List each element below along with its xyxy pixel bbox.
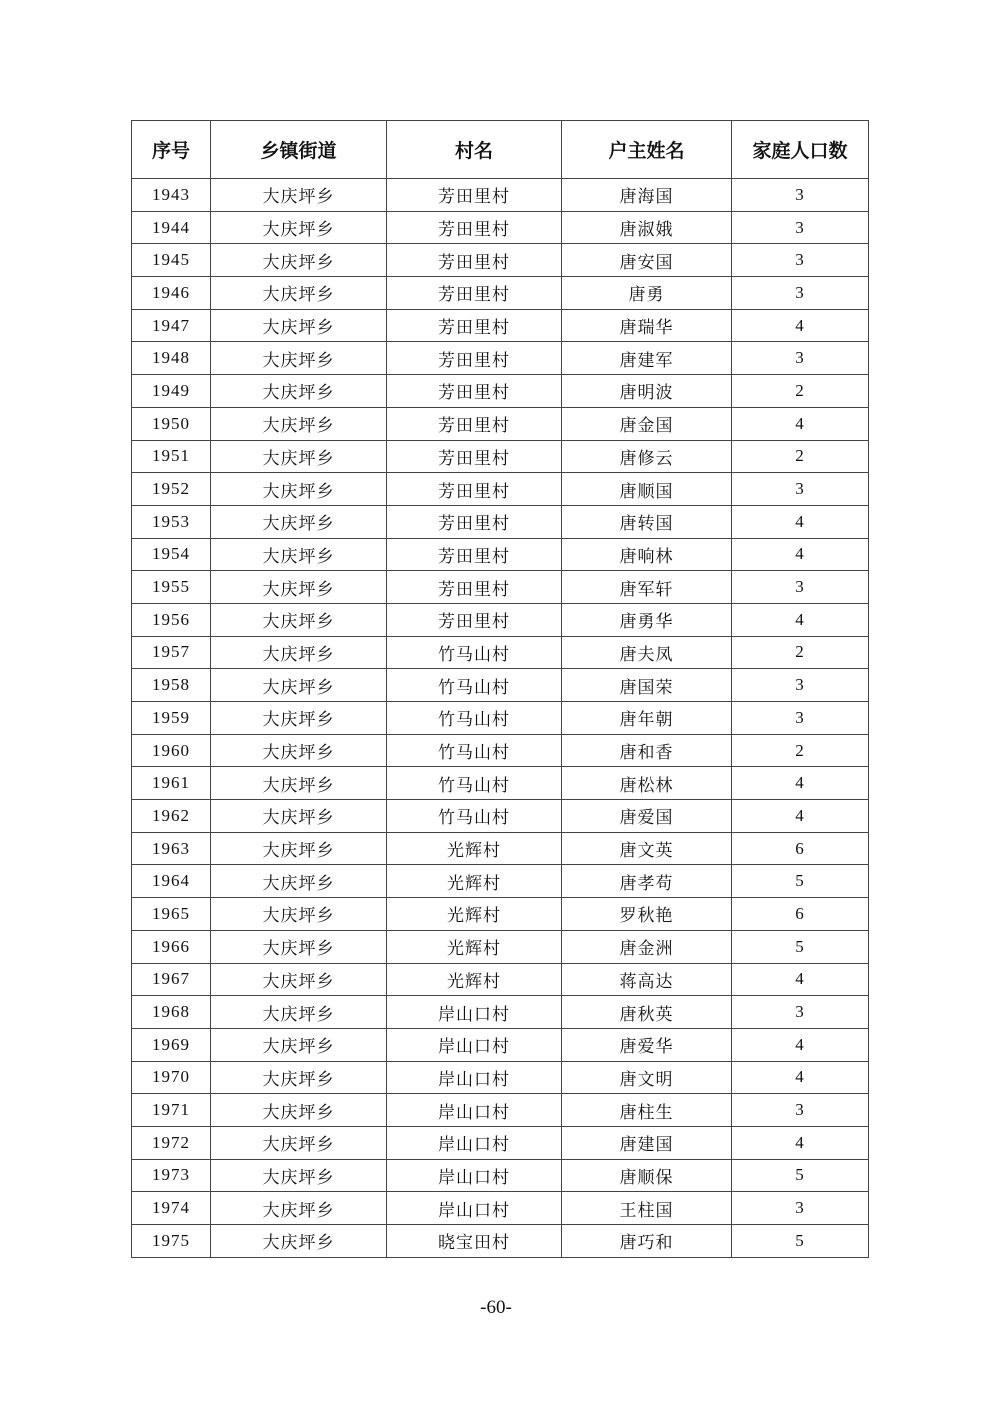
serial-number-cell: 1967 <box>132 963 211 996</box>
township-cell: 大庆坪乡 <box>211 1094 387 1127</box>
serial-number-cell: 1953 <box>132 505 211 538</box>
village-cell: 岸山口村 <box>387 1028 562 1061</box>
village-cell: 芳田里村 <box>387 277 562 310</box>
table-header-row <box>132 121 869 179</box>
householder-name-cell: 唐孝苟 <box>562 865 732 898</box>
serial-number-cell: 1958 <box>132 669 211 702</box>
table-row <box>132 669 869 702</box>
village-cell: 芳田里村 <box>387 440 562 473</box>
household-size-cell: 4 <box>732 505 869 538</box>
household-size-cell: 4 <box>732 767 869 800</box>
village-cell: 芳田里村 <box>387 407 562 440</box>
township-cell: 大庆坪乡 <box>211 211 387 244</box>
township-cell: 大庆坪乡 <box>211 963 387 996</box>
household-size-cell: 3 <box>732 1192 869 1225</box>
table-row <box>132 734 869 767</box>
village-cell: 岸山口村 <box>387 1126 562 1159</box>
township-cell: 大庆坪乡 <box>211 702 387 735</box>
household-size-cell: 4 <box>732 407 869 440</box>
table-row <box>132 865 869 898</box>
table-row <box>132 930 869 963</box>
serial-number-cell: 1947 <box>132 309 211 342</box>
township-cell: 大庆坪乡 <box>211 407 387 440</box>
township-cell: 大庆坪乡 <box>211 996 387 1029</box>
table-row <box>132 179 869 212</box>
table-row <box>132 1225 869 1258</box>
serial-number-cell: 1954 <box>132 538 211 571</box>
table-row <box>132 996 869 1029</box>
householder-name-cell: 唐柱生 <box>562 1094 732 1127</box>
householder-name-cell: 唐爱华 <box>562 1028 732 1061</box>
household-size-cell: 6 <box>732 832 869 865</box>
serial-number-cell: 1946 <box>132 277 211 310</box>
township-cell: 大庆坪乡 <box>211 1126 387 1159</box>
township-cell: 大庆坪乡 <box>211 1061 387 1094</box>
village-cell: 芳田里村 <box>387 342 562 375</box>
village-cell: 竹马山村 <box>387 734 562 767</box>
serial-number-cell: 1963 <box>132 832 211 865</box>
household-size-cell: 4 <box>732 1061 869 1094</box>
household-size-cell: 4 <box>732 538 869 571</box>
serial-number-cell: 1955 <box>132 571 211 604</box>
table-row <box>132 407 869 440</box>
householder-name-cell: 唐修云 <box>562 440 732 473</box>
household-size-cell: 6 <box>732 898 869 931</box>
household-size-cell: 5 <box>732 1225 869 1258</box>
serial-number-cell: 1974 <box>132 1192 211 1225</box>
household-size-cell: 5 <box>732 930 869 963</box>
village-cell: 芳田里村 <box>387 211 562 244</box>
village-cell: 芳田里村 <box>387 179 562 212</box>
village-cell: 岸山口村 <box>387 996 562 1029</box>
household-size-cell: 4 <box>732 963 869 996</box>
table-row <box>132 767 869 800</box>
village-cell: 竹马山村 <box>387 800 562 833</box>
township-cell: 大庆坪乡 <box>211 571 387 604</box>
serial-number-cell: 1959 <box>132 702 211 735</box>
household-size-cell: 4 <box>732 1126 869 1159</box>
household-size-cell: 3 <box>732 211 869 244</box>
serial-number-cell: 1950 <box>132 407 211 440</box>
village-cell: 芳田里村 <box>387 571 562 604</box>
village-cell: 岸山口村 <box>387 1061 562 1094</box>
table-row <box>132 800 869 833</box>
householder-name-cell: 唐勇华 <box>562 603 732 636</box>
householder-name-cell: 唐建国 <box>562 1126 732 1159</box>
serial-number-cell: 1956 <box>132 603 211 636</box>
serial-number-cell: 1943 <box>132 179 211 212</box>
village-cell: 芳田里村 <box>387 375 562 408</box>
village-cell: 光辉村 <box>387 963 562 996</box>
header-household-size: 家庭人口数 <box>732 121 869 179</box>
township-cell: 大庆坪乡 <box>211 669 387 702</box>
householder-name-cell: 唐建军 <box>562 342 732 375</box>
householder-name-cell: 唐响林 <box>562 538 732 571</box>
village-cell: 芳田里村 <box>387 505 562 538</box>
table-row <box>132 1094 869 1127</box>
household-size-cell: 3 <box>732 996 869 1029</box>
serial-number-cell: 1964 <box>132 865 211 898</box>
householder-name-cell: 唐巧和 <box>562 1225 732 1258</box>
household-size-cell: 5 <box>732 1159 869 1192</box>
village-cell: 光辉村 <box>387 865 562 898</box>
township-cell: 大庆坪乡 <box>211 636 387 669</box>
table-row <box>132 473 869 506</box>
household-size-cell: 3 <box>732 669 869 702</box>
township-cell: 大庆坪乡 <box>211 440 387 473</box>
page-number: -60- <box>480 1297 512 1318</box>
table-row <box>132 1126 869 1159</box>
table-row <box>132 603 869 636</box>
table-row <box>132 1159 869 1192</box>
village-cell: 芳田里村 <box>387 309 562 342</box>
household-size-cell: 3 <box>732 277 869 310</box>
township-cell: 大庆坪乡 <box>211 473 387 506</box>
household-size-cell: 3 <box>732 473 869 506</box>
township-cell: 大庆坪乡 <box>211 342 387 375</box>
table-row <box>132 277 869 310</box>
table-row <box>132 440 869 473</box>
serial-number-cell: 1952 <box>132 473 211 506</box>
township-cell: 大庆坪乡 <box>211 309 387 342</box>
village-cell: 竹马山村 <box>387 669 562 702</box>
village-cell: 光辉村 <box>387 832 562 865</box>
header-serial-number: 序号 <box>132 121 211 179</box>
household-size-cell: 2 <box>732 734 869 767</box>
township-cell: 大庆坪乡 <box>211 930 387 963</box>
township-cell: 大庆坪乡 <box>211 898 387 931</box>
household-size-cell: 5 <box>732 865 869 898</box>
household-size-cell: 2 <box>732 636 869 669</box>
householder-name-cell: 唐金国 <box>562 407 732 440</box>
township-cell: 大庆坪乡 <box>211 505 387 538</box>
township-cell: 大庆坪乡 <box>211 832 387 865</box>
table-row <box>132 211 869 244</box>
serial-number-cell: 1961 <box>132 767 211 800</box>
village-cell: 光辉村 <box>387 930 562 963</box>
township-cell: 大庆坪乡 <box>211 767 387 800</box>
serial-number-cell: 1945 <box>132 244 211 277</box>
householder-name-cell: 王柱国 <box>562 1192 732 1225</box>
household-size-cell: 3 <box>732 571 869 604</box>
household-size-cell: 3 <box>732 179 869 212</box>
serial-number-cell: 1957 <box>132 636 211 669</box>
village-cell: 芳田里村 <box>387 244 562 277</box>
householder-name-cell: 蒋高达 <box>562 963 732 996</box>
table-row <box>132 309 869 342</box>
householder-name-cell: 唐瑞华 <box>562 309 732 342</box>
township-cell: 大庆坪乡 <box>211 1159 387 1192</box>
householder-name-cell: 唐秋英 <box>562 996 732 1029</box>
village-cell: 芳田里村 <box>387 473 562 506</box>
serial-number-cell: 1969 <box>132 1028 211 1061</box>
serial-number-cell: 1948 <box>132 342 211 375</box>
township-cell: 大庆坪乡 <box>211 1225 387 1258</box>
township-cell: 大庆坪乡 <box>211 800 387 833</box>
table-row <box>132 1028 869 1061</box>
township-cell: 大庆坪乡 <box>211 734 387 767</box>
householder-name-cell: 唐国荣 <box>562 669 732 702</box>
householder-name-cell: 唐爱国 <box>562 800 732 833</box>
village-cell: 岸山口村 <box>387 1159 562 1192</box>
header-householder-name: 户主姓名 <box>562 121 732 179</box>
householder-name-cell: 唐海国 <box>562 179 732 212</box>
serial-number-cell: 1970 <box>132 1061 211 1094</box>
village-cell: 竹马山村 <box>387 702 562 735</box>
header-village: 村名 <box>387 121 562 179</box>
village-cell: 岸山口村 <box>387 1094 562 1127</box>
township-cell: 大庆坪乡 <box>211 538 387 571</box>
village-cell: 晓宝田村 <box>387 1225 562 1258</box>
serial-number-cell: 1971 <box>132 1094 211 1127</box>
serial-number-cell: 1968 <box>132 996 211 1029</box>
serial-number-cell: 1951 <box>132 440 211 473</box>
householder-name-cell: 唐淑娥 <box>562 211 732 244</box>
table-row <box>132 702 869 735</box>
householder-name-cell: 唐年朝 <box>562 702 732 735</box>
householder-name-cell: 唐安国 <box>562 244 732 277</box>
household-size-cell: 3 <box>732 342 869 375</box>
table-row <box>132 244 869 277</box>
serial-number-cell: 1949 <box>132 375 211 408</box>
householder-name-cell: 唐松林 <box>562 767 732 800</box>
table-row <box>132 505 869 538</box>
township-cell: 大庆坪乡 <box>211 277 387 310</box>
household-size-cell: 4 <box>732 603 869 636</box>
householder-name-cell: 唐顺保 <box>562 1159 732 1192</box>
village-cell: 竹马山村 <box>387 636 562 669</box>
township-cell: 大庆坪乡 <box>211 1192 387 1225</box>
serial-number-cell: 1973 <box>132 1159 211 1192</box>
householder-name-cell: 唐勇 <box>562 277 732 310</box>
household-size-cell: 4 <box>732 800 869 833</box>
village-cell: 岸山口村 <box>387 1192 562 1225</box>
table-body <box>132 179 869 1258</box>
serial-number-cell: 1960 <box>132 734 211 767</box>
township-cell: 大庆坪乡 <box>211 179 387 212</box>
table-row <box>132 571 869 604</box>
householder-name-cell: 唐转国 <box>562 505 732 538</box>
household-size-cell: 2 <box>732 375 869 408</box>
householder-name-cell: 唐和香 <box>562 734 732 767</box>
village-cell: 芳田里村 <box>387 538 562 571</box>
householder-name-cell: 唐明波 <box>562 375 732 408</box>
table-row <box>132 963 869 996</box>
table-row <box>132 898 869 931</box>
householder-name-cell: 唐金洲 <box>562 930 732 963</box>
serial-number-cell: 1975 <box>132 1225 211 1258</box>
table-row <box>132 375 869 408</box>
village-cell: 芳田里村 <box>387 603 562 636</box>
township-cell: 大庆坪乡 <box>211 865 387 898</box>
householder-name-cell: 唐顺国 <box>562 473 732 506</box>
household-size-cell: 3 <box>732 1094 869 1127</box>
table-row <box>132 1061 869 1094</box>
household-size-cell: 4 <box>732 1028 869 1061</box>
household-table-container <box>131 120 868 1258</box>
household-size-cell: 3 <box>732 702 869 735</box>
household-size-cell: 2 <box>732 440 869 473</box>
householder-name-cell: 唐军轩 <box>562 571 732 604</box>
householder-name-cell: 唐文明 <box>562 1061 732 1094</box>
table-row <box>132 832 869 865</box>
household-size-cell: 3 <box>732 244 869 277</box>
serial-number-cell: 1944 <box>132 211 211 244</box>
serial-number-cell: 1962 <box>132 800 211 833</box>
township-cell: 大庆坪乡 <box>211 244 387 277</box>
township-cell: 大庆坪乡 <box>211 375 387 408</box>
serial-number-cell: 1972 <box>132 1126 211 1159</box>
householder-name-cell: 唐文英 <box>562 832 732 865</box>
serial-number-cell: 1966 <box>132 930 211 963</box>
township-cell: 大庆坪乡 <box>211 1028 387 1061</box>
serial-number-cell: 1965 <box>132 898 211 931</box>
table-row <box>132 1192 869 1225</box>
table-row <box>132 538 869 571</box>
village-cell: 光辉村 <box>387 898 562 931</box>
householder-name-cell: 罗秋艳 <box>562 898 732 931</box>
village-cell: 竹马山村 <box>387 767 562 800</box>
header-township: 乡镇街道 <box>211 121 387 179</box>
table-row <box>132 636 869 669</box>
household-size-cell: 4 <box>732 309 869 342</box>
table-row <box>132 342 869 375</box>
household-table <box>131 120 869 1258</box>
householder-name-cell: 唐夫凤 <box>562 636 732 669</box>
township-cell: 大庆坪乡 <box>211 603 387 636</box>
